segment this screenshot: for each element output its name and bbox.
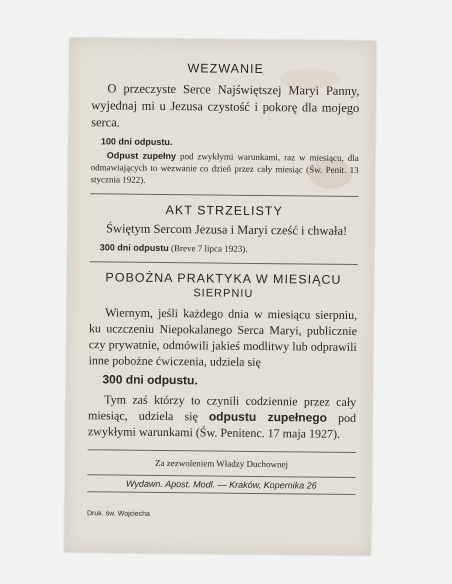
section-title-praktyka: POBOŻNA PRAKTYKA W MIESIĄCU [105, 270, 342, 287]
section-title-wezwanie: WEZWANIE [187, 61, 264, 77]
section-title-akt: AKT STRZELISTY [165, 203, 283, 219]
divider [90, 193, 358, 197]
divider [90, 261, 358, 265]
plenary-note: Odpust zupełny pod zwykłymi warunkami, raz w miesiącu, dla odmawiających to wezwanie co dzień przez cały miesiąc (Św. Penit. 13 stycznia 1922). [90, 150, 359, 185]
practice-paragraph: Wiernym, jeśli każdego dnia w miesiącu sierpniu, ku uczczeniu Niepokalanego Serca Maryi, publicznie czy prywatnie, odmówili jakieś modlitwy lub odprawili inne pobożne ćwiczenia, udziela się [88, 305, 358, 370]
prayer-card [65, 38, 376, 555]
section-subtitle: SIERPNIU [193, 287, 254, 300]
prayer-text: O przeczyste Serce Najświętszej Maryi Panny, wyjednaj mi u Jezusa czystość i pokorę dla mojego serca. [91, 81, 360, 130]
card-content [87, 60, 360, 523]
indulgence-note: 100 dni odpustu. [100, 136, 173, 148]
prayer-text: Świętym Sercom Jezusa i Maryi cześć i chwała! [105, 221, 348, 238]
publisher-box [87, 474, 355, 495]
approval-line: Za zezwoleniem Władzy Duchownej [154, 457, 289, 470]
publisher-line: Wydawn. Apost. Modl. — Kraków, Kopernika 26 [125, 478, 317, 491]
divider [88, 449, 356, 453]
practice-paragraph-2: Tym zaś którzy to czynili codziennie przez cały miesiąc, udziela się odpustu zupełnego pod zwykłymi warunkami (Św. Penitenc. 17 maja 1927). [87, 392, 357, 441]
practice-indulgence: 300 dni odpustu. [102, 372, 198, 388]
printer-line: Druk. św. Wojciecha [86, 510, 150, 518]
indulgence-note: 300 dni odpustu (Breve 7 lipca 1923). [99, 242, 248, 254]
